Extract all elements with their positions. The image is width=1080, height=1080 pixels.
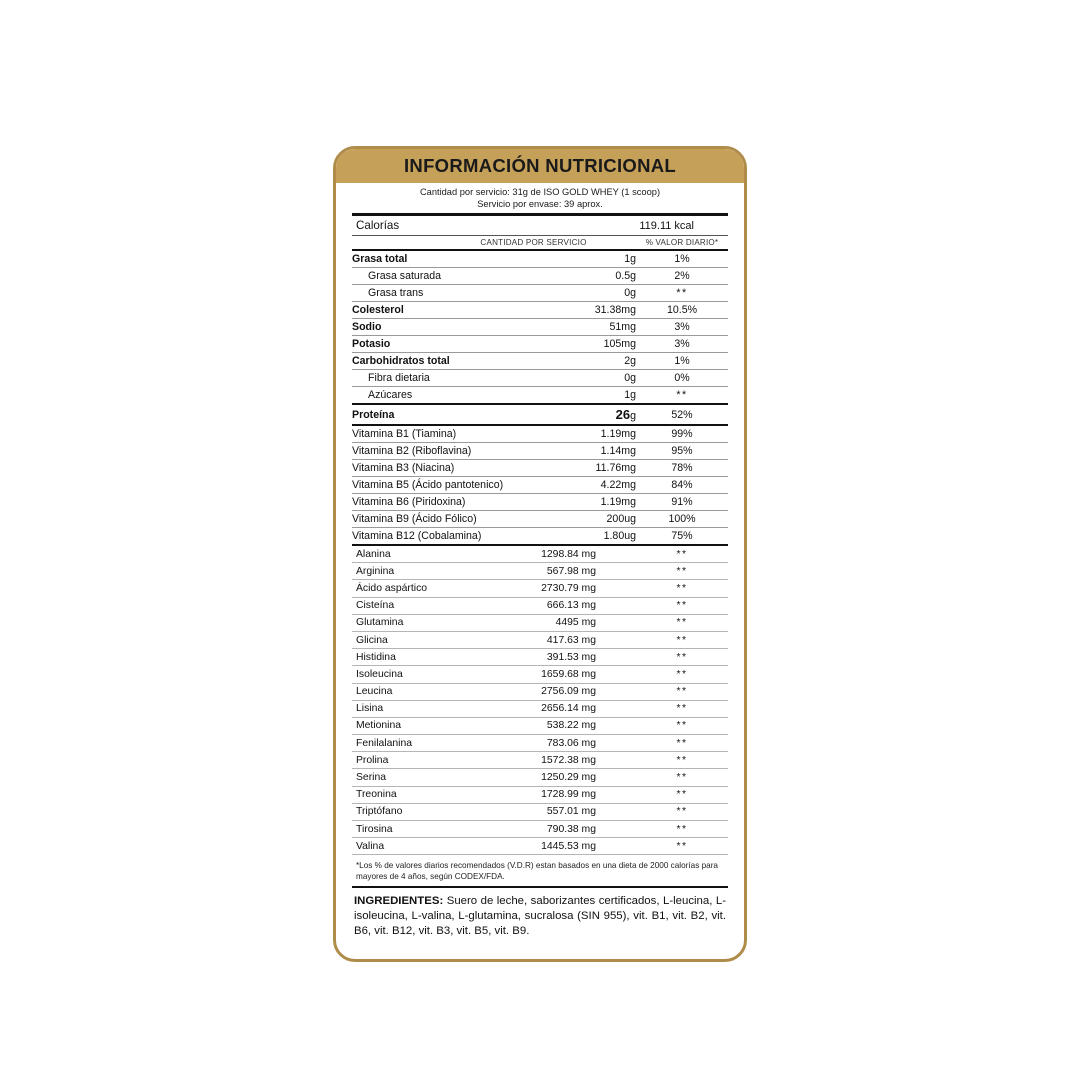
aminoacid-dv: ** bbox=[636, 838, 728, 855]
vitamin-amount: 1.14mg bbox=[576, 443, 636, 460]
calories-row bbox=[352, 216, 728, 235]
nutrient-name: Colesterol bbox=[352, 302, 552, 319]
table-row bbox=[352, 511, 728, 528]
table-row bbox=[352, 546, 728, 563]
vitamin-name: Vitamina B12 (Cobalamina) bbox=[352, 530, 482, 542]
ingredients-label: INGREDIENTES: bbox=[354, 895, 444, 908]
table-row bbox=[352, 631, 728, 648]
aminoacid-dv: ** bbox=[636, 666, 728, 683]
aminoacid-amount: 4495 mg bbox=[477, 614, 636, 631]
table-row bbox=[352, 752, 728, 769]
vitamin-name: Vitamina B6 (Piridoxina) bbox=[352, 494, 576, 511]
aminoacid-amount: 391.53 mg bbox=[477, 649, 636, 666]
aminoacid-dv: ** bbox=[636, 700, 728, 717]
table-row bbox=[352, 580, 728, 597]
table-row bbox=[352, 319, 728, 336]
table-row bbox=[352, 268, 728, 285]
vitamin-dv: 78% bbox=[636, 460, 728, 477]
aminoacid-name: Alanina bbox=[352, 546, 477, 563]
aminoacid-amount: 1250.29 mg bbox=[477, 769, 636, 786]
nutrient-name: Grasa total bbox=[352, 251, 552, 268]
table-row bbox=[352, 803, 728, 820]
vitamin-name: Vitamina B1 (Tiamina) bbox=[352, 426, 576, 443]
protein-name: Proteína bbox=[352, 408, 395, 421]
aminoacid-dv: ** bbox=[636, 752, 728, 769]
table-row bbox=[352, 528, 728, 545]
protein-amount bbox=[544, 405, 636, 424]
vitamin-amount: 1.19mg bbox=[576, 494, 636, 511]
serving-info bbox=[352, 183, 728, 213]
column-header-dv: % VALOR DIARIO* bbox=[645, 238, 719, 247]
nutrient-dv: 3% bbox=[636, 336, 728, 353]
vitamin-amount: 1.19mg bbox=[576, 426, 636, 443]
aminoacid-name: Cisteína bbox=[352, 597, 477, 614]
aminoacid-name: Treonina bbox=[352, 786, 477, 803]
aminoacid-amount: 417.63 mg bbox=[477, 631, 636, 648]
table-row bbox=[352, 821, 728, 838]
vitamin-name: Vitamina B2 (Riboflavina) bbox=[352, 443, 576, 460]
vitamin-dv: 84% bbox=[636, 477, 728, 494]
label-body bbox=[336, 183, 744, 947]
ingredients-section bbox=[352, 888, 728, 947]
nutrient-amount: 0g bbox=[552, 285, 636, 302]
protein-amount-value: 26 bbox=[615, 407, 631, 422]
daily-value-footnote: *Los % de valores diarios recomendados (V.D.R) estan basados en una dieta de 2000 calorías para mayores de 4 años, según CODEX/FDA. bbox=[356, 861, 718, 881]
aminoacid-dv: ** bbox=[636, 614, 728, 631]
aminoacid-dv: ** bbox=[636, 597, 728, 614]
aminoacid-amount: 1572.38 mg bbox=[477, 752, 636, 769]
vitamin-amount: 1.80ug bbox=[603, 530, 636, 542]
table-row bbox=[352, 494, 728, 511]
aminoacid-amount: 538.22 mg bbox=[477, 717, 636, 734]
table-row bbox=[352, 597, 728, 614]
nutrient-dv: 1% bbox=[636, 353, 728, 370]
table-row bbox=[352, 426, 728, 443]
aminoacid-name: Triptófano bbox=[352, 803, 477, 820]
aminoacids-table-body bbox=[352, 546, 728, 855]
aminoacids-table bbox=[352, 546, 728, 855]
table-row bbox=[352, 666, 728, 683]
aminoacid-amount: 1728.99 mg bbox=[477, 786, 636, 803]
aminoacid-dv: ** bbox=[636, 546, 728, 563]
vitamin-amount: 200ug bbox=[576, 511, 636, 528]
aminoacid-name: Leucina bbox=[352, 683, 477, 700]
nutrient-amount: 0g bbox=[552, 370, 636, 387]
table-row bbox=[352, 717, 728, 734]
table-row bbox=[352, 285, 728, 302]
protein-dv: 52% bbox=[671, 408, 693, 421]
aminoacid-amount: 2756.09 mg bbox=[477, 683, 636, 700]
vitamin-dv: 91% bbox=[636, 494, 728, 511]
table-row bbox=[352, 251, 728, 268]
aminoacid-amount: 567.98 mg bbox=[477, 563, 636, 580]
nutrient-dv: 1% bbox=[636, 251, 728, 268]
nutrient-name: Grasa saturada bbox=[352, 268, 552, 285]
vitamin-amount: 4.22mg bbox=[576, 477, 636, 494]
calories-value: 119.11 kcal bbox=[639, 220, 694, 232]
table-row bbox=[352, 302, 728, 319]
aminoacid-amount: 1445.53 mg bbox=[477, 838, 636, 855]
vitamin-name: Vitamina B9 (Ácido Fólico) bbox=[352, 511, 576, 528]
vitamin-dv: 100% bbox=[636, 511, 728, 528]
label-title-bar bbox=[336, 149, 744, 183]
nutrient-amount: 105mg bbox=[552, 336, 636, 353]
protein-amount-unit: g bbox=[630, 410, 636, 422]
table-row bbox=[352, 443, 728, 460]
aminoacid-dv: ** bbox=[636, 735, 728, 752]
aminoacid-name: Valina bbox=[352, 838, 477, 855]
nutrient-name: Azúcares bbox=[368, 389, 413, 401]
nutrient-dv: 2% bbox=[636, 268, 728, 285]
ingredients-text: Suero de leche, saborizantes certificados, L-leucina, L-isoleucina, L-valina, L-glutamina, sucralosa (SIN 955), vit. B1, vit. B2, vit. B6, vit. B12, vit. B3, vit. B5, vit. B9. bbox=[354, 895, 727, 938]
aminoacid-dv: ** bbox=[636, 631, 728, 648]
aminoacid-amount: 2730.79 mg bbox=[477, 580, 636, 597]
calories-label: Calorías bbox=[356, 219, 400, 232]
nutrient-amount: 1g bbox=[624, 389, 636, 401]
column-headers bbox=[352, 236, 728, 249]
vitamin-name: Vitamina B5 (Ácido pantotenico) bbox=[352, 477, 576, 494]
vitamin-name: Vitamina B3 (Niacina) bbox=[352, 460, 576, 477]
aminoacid-name: Glicina bbox=[352, 631, 477, 648]
nutrient-dv: ** bbox=[676, 389, 688, 401]
nutrient-amount: 1g bbox=[552, 251, 636, 268]
table-row bbox=[352, 353, 728, 370]
aminoacid-name: Ácido aspártico bbox=[352, 580, 477, 597]
aminoacid-name: Glutamina bbox=[352, 614, 477, 631]
table-row bbox=[352, 786, 728, 803]
nutrient-amount: 31.38mg bbox=[552, 302, 636, 319]
nutrient-amount: 0.5g bbox=[552, 268, 636, 285]
nutrient-dv: 10.5% bbox=[636, 302, 728, 319]
aminoacid-dv: ** bbox=[636, 683, 728, 700]
aminoacid-name: Fenilalanina bbox=[352, 735, 477, 752]
nutrients-table-body bbox=[352, 251, 728, 403]
aminoacid-name: Isoleucina bbox=[352, 666, 477, 683]
page-title: INFORMACIÓN NUTRICIONAL bbox=[403, 155, 677, 176]
table-row bbox=[352, 477, 728, 494]
aminoacid-dv: ** bbox=[636, 563, 728, 580]
vitamin-dv: 99% bbox=[636, 426, 728, 443]
nutrient-dv: 0% bbox=[636, 370, 728, 387]
servings-per-container: Servicio por envase: 39 aprox. bbox=[477, 198, 603, 209]
aminoacid-amount: 666.13 mg bbox=[477, 597, 636, 614]
nutrient-name: Carbohidratos total bbox=[352, 353, 552, 370]
aminoacid-name: Histidina bbox=[352, 649, 477, 666]
aminoacid-dv: ** bbox=[636, 769, 728, 786]
table-row bbox=[352, 649, 728, 666]
protein-table bbox=[352, 405, 728, 424]
aminoacid-amount: 783.06 mg bbox=[477, 735, 636, 752]
aminoacid-name: Arginina bbox=[352, 563, 477, 580]
column-header-amount: CANTIDAD POR SERVICIO bbox=[480, 238, 587, 247]
nutrient-amount: 51mg bbox=[552, 319, 636, 336]
vitamin-amount: 11.76mg bbox=[576, 460, 636, 477]
table-row bbox=[352, 336, 728, 353]
table-row bbox=[352, 405, 728, 424]
table-row bbox=[352, 769, 728, 786]
serving-size: Cantidad por servicio: 31g de ISO GOLD WHEY (1 scoop) bbox=[419, 187, 661, 197]
nutrient-name: Potasio bbox=[352, 336, 552, 353]
table-row bbox=[352, 683, 728, 700]
vitamin-dv: 75% bbox=[671, 530, 693, 542]
vitamin-dv: 95% bbox=[636, 443, 728, 460]
aminoacid-name: Serina bbox=[352, 769, 477, 786]
nutrient-dv: ** bbox=[636, 285, 728, 302]
nutrients-table bbox=[352, 251, 728, 403]
table-row bbox=[352, 387, 728, 404]
aminoacid-amount: 557.01 mg bbox=[477, 803, 636, 820]
vitamins-table bbox=[352, 426, 728, 544]
table-row bbox=[352, 614, 728, 631]
table-row bbox=[352, 838, 728, 855]
aminoacid-amount: 2656.14 mg bbox=[477, 700, 636, 717]
table-row bbox=[352, 460, 728, 477]
aminoacid-amount: 790.38 mg bbox=[477, 821, 636, 838]
aminoacid-dv: ** bbox=[636, 717, 728, 734]
table-row bbox=[352, 700, 728, 717]
table-row bbox=[352, 735, 728, 752]
aminoacid-dv: ** bbox=[636, 821, 728, 838]
aminoacid-dv: ** bbox=[636, 649, 728, 666]
table-row bbox=[352, 563, 728, 580]
aminoacid-name: Metionina bbox=[352, 717, 477, 734]
aminoacid-dv: ** bbox=[636, 803, 728, 820]
aminoacid-name: Prolina bbox=[352, 752, 477, 769]
vitamins-table-body bbox=[352, 426, 728, 544]
nutrient-amount: 2g bbox=[552, 353, 636, 370]
aminoacid-amount: 1298.84 mg bbox=[477, 546, 636, 563]
aminoacid-name: Lisina bbox=[352, 700, 477, 717]
nutrition-facts-label bbox=[333, 146, 747, 962]
aminoacid-dv: ** bbox=[636, 786, 728, 803]
nutrient-name: Sodio bbox=[352, 319, 552, 336]
table-row bbox=[352, 370, 728, 387]
aminoacid-dv: ** bbox=[636, 580, 728, 597]
nutrient-name: Fibra dietaria bbox=[352, 370, 552, 387]
nutrient-dv: 3% bbox=[636, 319, 728, 336]
aminoacid-name: Tirosina bbox=[352, 821, 477, 838]
aminoacid-amount: 1659.68 mg bbox=[477, 666, 636, 683]
nutrient-name: Grasa trans bbox=[352, 285, 552, 302]
